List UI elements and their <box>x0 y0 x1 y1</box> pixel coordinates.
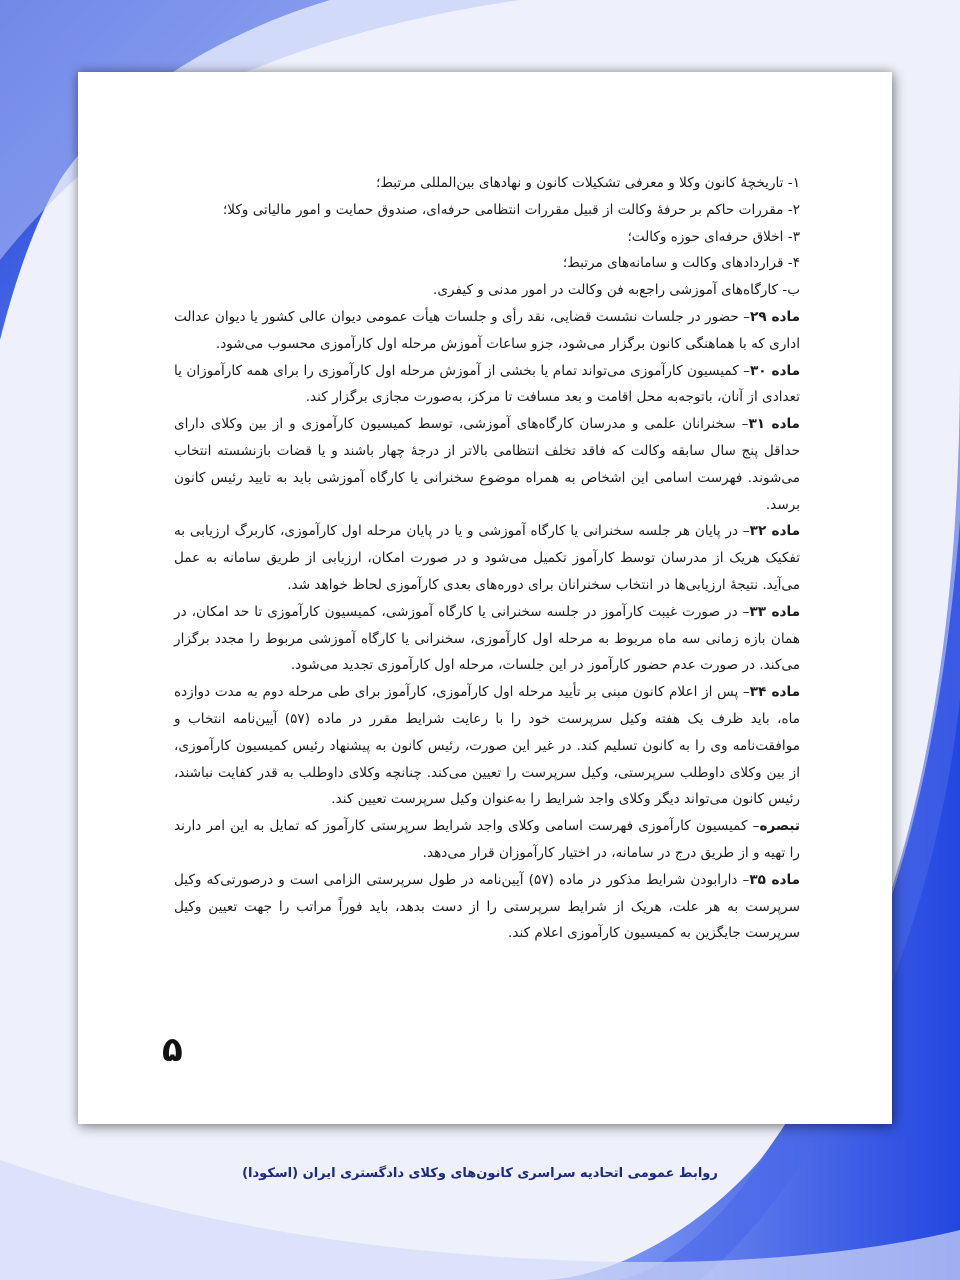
list-item: ب- کارگاه‌های آموزشی راجع‌به فن وکالت در امور مدنی و کیفری. <box>433 282 800 299</box>
list-item: ۲- مقررات حاکم بر حرفهٔ وکالت از قبیل مقررات انتظامی حرفه‌ای، صندوق حمایت و امور مالیاتی وکلا؛ <box>222 201 800 218</box>
article-title: ماده ۳۵ <box>749 871 801 888</box>
article-text: – در صورت غیبت کارآموز در جلسه سخنرانی یا کارگاه آموزشی، کمیسیون کارآموزی تا حد امکان، در همان بازه زمانی سه ماه مربوط به مرحله اول کارآموزی، سخنرانی یا کارگاه آموزشی مربوط را مجدد برگزار می‌کند. در صورت عدم حضور کارآموز در این جلسات، مرحله اول کارآموزی تجدید می‌شود. <box>174 603 800 674</box>
article-text: – کمیسیون کارآموزی می‌تواند تمام یا بخشی از آموزش مرحله اول کارآموزی را برای همه کارآموزان یا تعدادی از آنان، باتوجه‌به محل اقامت و بعد مسافت تا مرکز، به‌صورت مجازی برگزار کند. <box>174 362 800 406</box>
list-item: ۴- قراردادهای وکالت و سامانه‌های مرتبط؛ <box>562 255 800 272</box>
article-title: ماده ۲۹ <box>750 308 800 325</box>
note-text: – کمیسیون کارآموزی فهرست اسامی وکلای واجد شرایط سرپرستی کارآموز که تمایل به این امر دارند را تهیه و از طریق درج در سامانه، در اختیار کارآموزان قرار می‌دهد. <box>174 818 800 861</box>
article-35 <box>174 867 800 947</box>
article-title: ماده ۳۰ <box>749 362 800 379</box>
article-33 <box>174 599 800 679</box>
footer-caption: روابط عمومی اتحادیه سراسری کانون‌های وکلای دادگستری ایران (اسکودا) <box>242 1166 718 1181</box>
article-text: – پس از اعلام کانون مبنی بر تأیید مرحله اول کارآموزی، کارآموز برای طی مرحله دوم به مدت دوازده ماه، باید ظرف یک هفته وکیل سرپرست خود را با رعایت شرایط مقرر در ماده (۵۷) آیین‌نامه انتخاب و موافقت‌نامه وی را به کانون تسلیم کند. در غیر این صورت، رئیس کانون به پیشنهاد رئیس کمیسیون کارآموزی، از بین وکلای داوطلب سرپرستی، وکیل سرپرست را تعیین می‌کند. چنانچه وکلای داوطلب به قدر کفایت نباشند، رئیس کانون می‌تواند دیگر وکلای واجد شرایط را به‌عنوان وکیل سرپرست تعیین کند. <box>174 684 800 808</box>
article-31 <box>174 411 800 518</box>
note-title: تبصره <box>759 818 800 835</box>
article-title: ماده ۳۲ <box>749 523 800 540</box>
article-34 <box>174 679 800 813</box>
article-title: ماده ۳۳ <box>749 603 800 620</box>
article-30 <box>174 358 800 412</box>
article-text: – سخنرانان علمی و مدرسان کارگاه‌های آموزشی، توسط کمیسیون کارآموزی و از بین وکلای دارای حداقل پنج سال سابقه وکالت که فاقد تخلف انتظامی بالاتر از درجهٔ چهار باشند و یا قضات بازنشسته انتخاب می‌شوند. فهرست اسامی این اشخاص به همراه موضوع سخنرانی یا کارگاه آموزشی باید به تایید رئیس کانون برسد. <box>174 416 800 513</box>
article-title: ماده ۳۴ <box>749 684 800 701</box>
article-text: – حضور در جلسات نشست قضایی، نقد رأی و جلسات هیأت عمومی دیوان عالی کشور یا دیوان عدالت اداری که با هماهنگی کانون برگزار می‌شود، جزو ساعات آموزش مرحله اول کارآموزی محسوب می‌شود. <box>174 308 800 352</box>
article-32 <box>174 518 800 598</box>
note <box>174 813 800 867</box>
article-text: – دارابودن شرایط مذکور در ماده (۵۷) آیین‌نامه در طول سرپرستی الزامی است و درصورتی‌که وکیل سرپرست به هر علت، هریک از شرایط سرپرستی را از دست بدهد، باید فوراً مراتب را جهت تعیین وکیل سرپرست جایگزین به کمیسیون کارآموزی اعلام کند. <box>174 871 800 942</box>
page-number: ۵ <box>162 1030 183 1070</box>
document-page <box>78 72 892 1124</box>
article-29 <box>174 304 800 358</box>
article-text: – در پایان هر جلسه سخنرانی یا کارگاه آموزشی و یا در پایان مرحله اول کارآموزی، کاربرگ ارزیابی به تفکیک هریک از مدرسان توسط کارآموز تکمیل می‌شود و در صورت امکان، ارزیابی از طریق سامانه به عمل می‌آید. نتیجهٔ ارزیابی‌ها در انتخاب سخنرانان برای دوره‌های بعدی کارآموزی لحاظ خواهد شد. <box>174 523 800 593</box>
list-item: ۱- تاریخچهٔ کانون وکلا و معرفی تشکیلات کانون و نهادهای بین‌المللی مرتبط؛ <box>376 175 800 191</box>
list-item: ۳- اخلاق حرفه‌ای حوزه وکالت؛ <box>627 228 800 245</box>
document-body <box>174 170 800 947</box>
article-title: ماده ۳۱ <box>748 416 800 433</box>
